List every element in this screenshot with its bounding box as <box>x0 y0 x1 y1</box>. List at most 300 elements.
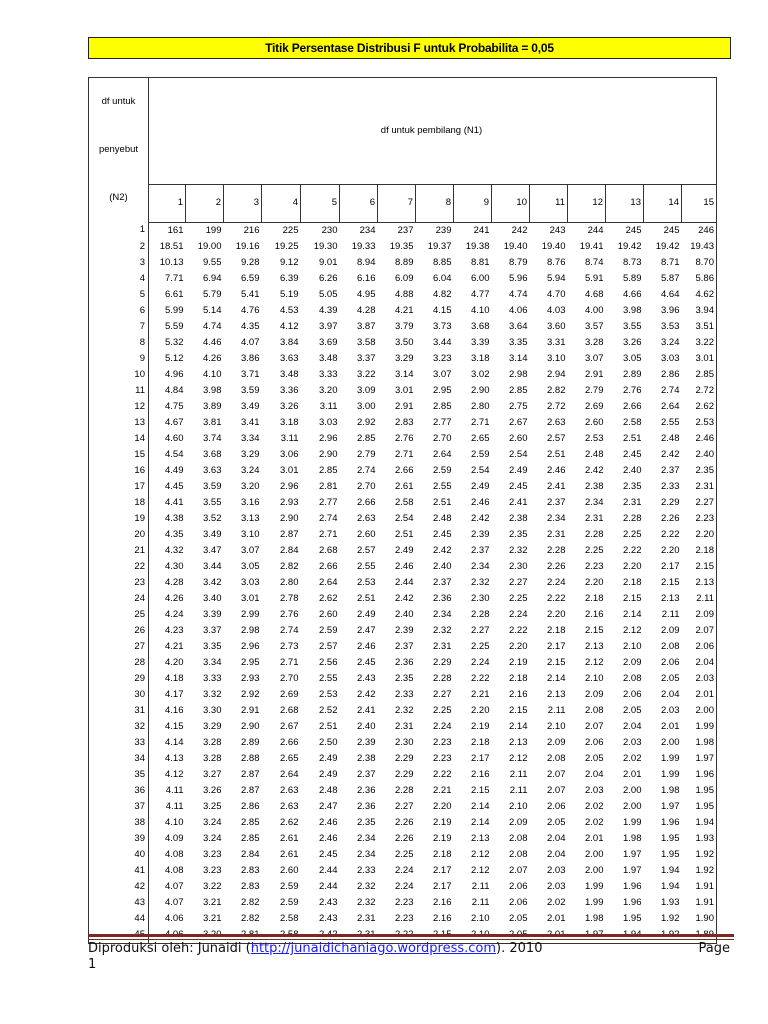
column-header-n1-11: 11 <box>530 185 568 222</box>
table-cell: 2.28 <box>547 544 566 556</box>
row-header-n2: 17 <box>89 479 149 495</box>
table-cell: 2.11 <box>471 880 490 892</box>
table-cell: 2.01 <box>682 687 717 703</box>
table-cell: 2.18 <box>433 848 452 860</box>
table-cell: 1.93 <box>682 831 717 847</box>
table-cell: 2.00 <box>623 800 642 812</box>
table-cell: 2.12 <box>471 848 490 860</box>
table-cell: 2.06 <box>623 688 642 700</box>
table-cell: 2.43 <box>357 672 376 684</box>
table-cell: 3.79 <box>395 320 414 332</box>
table-cell: 1.98 <box>623 832 642 844</box>
table-cell: 1.90 <box>682 911 717 927</box>
table-row <box>89 831 717 847</box>
table-cell: 2.82 <box>241 912 260 924</box>
table-cell: 3.37 <box>357 352 376 364</box>
table-cell: 3.01 <box>682 351 717 367</box>
table-cell: 2.62 <box>319 592 338 604</box>
table-cell: 1.92 <box>661 912 680 924</box>
table-cell: 2.18 <box>623 576 642 588</box>
table-cell: 2.10 <box>471 912 490 924</box>
row-header-n2: 26 <box>89 623 149 639</box>
table-cell: 4.77 <box>471 288 490 300</box>
table-cell: 2.23 <box>395 896 414 908</box>
table-cell: 5.12 <box>165 352 184 364</box>
row-header-n2: 13 <box>89 415 149 431</box>
table-cell: 3.07 <box>585 352 604 364</box>
row-header-n2: 38 <box>89 815 149 831</box>
table-cell: 2.17 <box>433 864 452 876</box>
footer-link[interactable]: http://junaidichaniago.wordpress.com <box>250 941 497 956</box>
table-row <box>89 703 717 719</box>
row-header-n2: 16 <box>89 463 149 479</box>
table-cell: 2.99 <box>241 608 260 620</box>
table-cell: 2.51 <box>433 496 452 508</box>
table-cell: 2.04 <box>661 688 680 700</box>
table-row <box>89 751 717 767</box>
table-cell: 3.36 <box>280 384 299 396</box>
table-cell: 2.22 <box>471 672 490 684</box>
table-cell: 2.76 <box>623 384 642 396</box>
table-cell: 2.45 <box>433 528 452 540</box>
table-cell: 2.43 <box>319 912 338 924</box>
table-cell: 2.40 <box>623 464 642 476</box>
table-cell: 1.93 <box>661 896 680 908</box>
table-cell: 2.03 <box>682 671 717 687</box>
table-cell: 2.37 <box>395 640 414 652</box>
column-header-n1-6: 6 <box>340 185 378 222</box>
table-cell: 3.07 <box>433 368 452 380</box>
table-row <box>89 543 717 559</box>
table-cell: 2.58 <box>280 912 299 924</box>
table-cell: 2.85 <box>357 432 376 444</box>
table-cell: 2.23 <box>433 752 452 764</box>
table-cell: 4.75 <box>165 400 184 412</box>
table-cell: 2.05 <box>509 912 528 924</box>
table-cell: 2.26 <box>661 512 680 524</box>
table-cell: 4.28 <box>165 576 184 588</box>
table-row <box>89 655 717 671</box>
table-cell: 19.25 <box>274 240 299 252</box>
table-cell: 1.98 <box>585 912 604 924</box>
table-cell: 8.74 <box>585 256 604 268</box>
table-cell: 3.98 <box>623 304 642 316</box>
footer-rule <box>88 934 734 937</box>
table-cell: 2.92 <box>357 416 376 428</box>
table-cell: 2.29 <box>433 656 452 668</box>
table-cell: 2.63 <box>280 800 299 812</box>
table-cell: 2.90 <box>241 720 260 732</box>
table-cell: 4.00 <box>585 304 604 316</box>
table-cell: 2.51 <box>319 720 338 732</box>
table-cell: 199 <box>205 224 222 236</box>
table-cell: 2.59 <box>433 464 452 476</box>
table-cell: 2.38 <box>357 752 376 764</box>
table-cell: 2.36 <box>357 784 376 796</box>
table-cell: 2.13 <box>547 688 566 700</box>
table-cell: 2.01 <box>585 832 604 844</box>
table-cell: 3.18 <box>280 416 299 428</box>
table-cell: 1.96 <box>682 767 717 783</box>
table-cell: 4.21 <box>395 304 414 316</box>
table-cell: 2.61 <box>280 832 299 844</box>
row-header-n2: 15 <box>89 447 149 463</box>
table-cell: 4.38 <box>165 512 184 524</box>
row-header-n2: 27 <box>89 639 149 655</box>
table-cell: 241 <box>473 224 490 236</box>
table-cell: 2.39 <box>395 624 414 636</box>
table-cell: 1.95 <box>661 848 680 860</box>
table-cell: 2.06 <box>682 639 717 655</box>
table-cell: 2.66 <box>357 496 376 508</box>
column-header-n1-9: 9 <box>454 185 492 222</box>
table-cell: 2.07 <box>682 623 717 639</box>
table-cell: 8.76 <box>547 256 566 268</box>
table-cell: 4.10 <box>165 816 184 828</box>
table-cell: 242 <box>511 224 528 236</box>
table-row <box>89 415 717 431</box>
table-cell: 2.83 <box>395 416 414 428</box>
table-cell: 2.59 <box>471 448 490 460</box>
n1-header: df untuk pembilang (N1) <box>149 78 717 185</box>
table-cell: 2.73 <box>280 640 299 652</box>
table-cell: 4.53 <box>280 304 299 316</box>
table-cell: 19.37 <box>427 240 452 252</box>
table-cell: 4.74 <box>203 320 222 332</box>
table-cell: 3.49 <box>241 400 260 412</box>
table-cell: 9.28 <box>241 256 260 268</box>
table-cell: 2.00 <box>661 736 680 748</box>
table-cell: 4.64 <box>661 288 680 300</box>
table-row <box>89 591 717 607</box>
table-cell: 2.12 <box>623 624 642 636</box>
table-cell: 2.03 <box>623 736 642 748</box>
table-cell: 2.45 <box>319 848 338 860</box>
table-cell: 2.63 <box>547 416 566 428</box>
table-cell: 2.66 <box>280 736 299 748</box>
table-row <box>89 511 717 527</box>
table-cell: 2.46 <box>395 560 414 572</box>
table-cell: 2.59 <box>280 880 299 892</box>
table-cell: 3.89 <box>203 400 222 412</box>
table-cell: 2.31 <box>395 720 414 732</box>
table-cell: 3.26 <box>203 784 222 796</box>
n2-header-line-3: (N2) <box>109 192 128 203</box>
table-cell: 2.87 <box>241 768 260 780</box>
table-cell: 2.08 <box>509 848 528 860</box>
table-cell: 4.12 <box>280 320 299 332</box>
table-cell: 2.74 <box>661 384 680 396</box>
table-cell: 230 <box>321 224 338 236</box>
table-cell: 2.06 <box>585 736 604 748</box>
table-cell: 2.67 <box>280 720 299 732</box>
table-cell: 2.26 <box>395 816 414 828</box>
table-cell: 2.04 <box>547 848 566 860</box>
table-cell: 243 <box>549 224 566 236</box>
table-cell: 2.48 <box>433 512 452 524</box>
table-cell: 2.49 <box>471 480 490 492</box>
table-cell: 3.71 <box>241 368 260 380</box>
table-cell: 2.10 <box>623 640 642 652</box>
table-cell: 4.49 <box>165 464 184 476</box>
table-cell: 2.26 <box>547 560 566 572</box>
table-row <box>89 463 717 479</box>
table-cell: 3.28 <box>585 336 604 348</box>
table-cell: 3.42 <box>203 576 222 588</box>
table-cell: 19.16 <box>235 240 260 252</box>
table-cell: 2.46 <box>682 431 717 447</box>
table-cell: 4.28 <box>357 304 376 316</box>
table-cell: 2.61 <box>280 848 299 860</box>
table-row <box>89 687 717 703</box>
column-header-n1-3: 3 <box>224 185 262 222</box>
table-cell: 2.40 <box>682 447 717 463</box>
table-cell: 2.90 <box>319 448 338 460</box>
table-cell: 6.00 <box>471 272 490 284</box>
table-cell: 4.18 <box>165 672 184 684</box>
table-cell: 2.09 <box>661 624 680 636</box>
table-cell: 6.61 <box>165 288 184 300</box>
table-cell: 5.96 <box>509 272 528 284</box>
table-cell: 3.58 <box>357 336 376 348</box>
table-cell: 3.41 <box>241 416 260 428</box>
table-cell: 2.70 <box>280 672 299 684</box>
table-cell: 2.08 <box>623 672 642 684</box>
page-footer <box>88 941 734 972</box>
table-cell: 1.97 <box>623 864 642 876</box>
table-cell: 1.92 <box>682 863 717 879</box>
table-cell: 2.05 <box>547 816 566 828</box>
table-cell: 3.44 <box>203 560 222 572</box>
table-cell: 2.34 <box>357 848 376 860</box>
table-cell: 3.50 <box>395 336 414 348</box>
row-header-n2: 36 <box>89 783 149 799</box>
table-cell: 2.24 <box>395 864 414 876</box>
table-cell: 3.68 <box>203 448 222 460</box>
table-cell: 2.22 <box>623 544 642 556</box>
table-cell: 3.96 <box>661 304 680 316</box>
table-cell: 2.22 <box>547 592 566 604</box>
table-row <box>89 719 717 735</box>
table-cell: 2.84 <box>241 848 260 860</box>
footer-credit-prefix: Diproduksi oleh: Junaidi ( <box>88 941 251 956</box>
table-cell: 19.42 <box>617 240 642 252</box>
table-cell: 2.08 <box>585 704 604 716</box>
table-cell: 2.71 <box>280 656 299 668</box>
table-cell: 4.14 <box>165 736 184 748</box>
table-cell: 2.85 <box>241 832 260 844</box>
table-cell: 2.40 <box>395 608 414 620</box>
table-cell: 2.10 <box>585 672 604 684</box>
table-cell: 3.97 <box>319 320 338 332</box>
table-cell: 2.07 <box>585 720 604 732</box>
table-cell: 2.27 <box>433 688 452 700</box>
table-cell: 2.22 <box>433 768 452 780</box>
table-cell: 3.10 <box>547 352 566 364</box>
table-cell: 2.55 <box>661 416 680 428</box>
f-distribution-table <box>88 77 717 944</box>
table-cell: 2.02 <box>623 752 642 764</box>
table-cell: 2.17 <box>471 752 490 764</box>
table-cell: 2.18 <box>547 624 566 636</box>
table-cell: 2.16 <box>433 896 452 908</box>
footer-credit-suffix: ). 2010 <box>496 941 543 956</box>
table-cell: 2.80 <box>471 400 490 412</box>
table-cell: 19.40 <box>541 240 566 252</box>
footer-rule-thin <box>88 939 734 940</box>
table-row <box>89 431 717 447</box>
table-cell: 2.55 <box>357 560 376 572</box>
table-cell: 1.95 <box>623 912 642 924</box>
table-cell: 2.64 <box>280 768 299 780</box>
table-cell: 2.27 <box>471 624 490 636</box>
table-cell: 5.59 <box>165 320 184 332</box>
table-cell: 2.05 <box>661 672 680 684</box>
table-cell: 2.74 <box>357 464 376 476</box>
table-cell: 4.11 <box>165 800 184 812</box>
table-row <box>89 383 717 399</box>
table-cell: 19.33 <box>351 240 376 252</box>
table-cell: 2.27 <box>682 495 717 511</box>
table-cell: 2.53 <box>319 688 338 700</box>
table-cell: 3.86 <box>241 352 260 364</box>
table-cell: 3.28 <box>203 736 222 748</box>
table-cell: 2.93 <box>241 672 260 684</box>
table-cell: 2.04 <box>623 720 642 732</box>
table-cell: 19.42 <box>655 240 680 252</box>
table-cell: 5.99 <box>165 304 184 316</box>
table-cell: 2.25 <box>395 848 414 860</box>
table-title <box>88 37 731 59</box>
table-cell: 3.39 <box>203 608 222 620</box>
table-cell: 3.22 <box>682 335 717 351</box>
table-cell: 2.24 <box>509 608 528 620</box>
column-number-row <box>89 185 717 222</box>
table-cell: 2.83 <box>241 864 260 876</box>
table-cell: 6.94 <box>203 272 222 284</box>
table-cell: 237 <box>397 224 414 236</box>
table-row <box>89 623 717 639</box>
table-cell: 4.67 <box>165 416 184 428</box>
table-cell: 2.34 <box>547 512 566 524</box>
table-cell: 2.15 <box>509 704 528 716</box>
table-cell: 2.96 <box>319 432 338 444</box>
table-cell: 3.69 <box>319 336 338 348</box>
table-cell: 2.15 <box>547 656 566 668</box>
table-cell: 2.09 <box>547 736 566 748</box>
table-cell: 3.23 <box>203 848 222 860</box>
table-cell: 2.77 <box>319 496 338 508</box>
table-cell: 1.99 <box>661 768 680 780</box>
table-cell: 2.30 <box>509 560 528 572</box>
table-cell: 3.20 <box>319 384 338 396</box>
row-header-n2: 9 <box>89 351 149 367</box>
row-header-n2: 3 <box>89 255 149 271</box>
table-cell: 2.77 <box>433 416 452 428</box>
table-cell: 2.18 <box>585 592 604 604</box>
table-cell: 2.32 <box>357 880 376 892</box>
table-cell: 2.78 <box>280 592 299 604</box>
table-cell: 2.60 <box>357 528 376 540</box>
table-cell: 2.91 <box>241 704 260 716</box>
table-cell: 2.85 <box>319 464 338 476</box>
table-cell: 3.01 <box>280 464 299 476</box>
table-cell: 2.49 <box>319 768 338 780</box>
table-cell: 2.06 <box>547 800 566 812</box>
table-cell: 3.73 <box>433 320 452 332</box>
table-cell: 3.81 <box>203 416 222 428</box>
table-cell: 3.37 <box>203 624 222 636</box>
table-cell: 2.19 <box>433 816 452 828</box>
table-row <box>89 639 717 655</box>
table-cell: 2.56 <box>319 656 338 668</box>
table-cell: 2.28 <box>585 528 604 540</box>
table-cell: 2.32 <box>471 576 490 588</box>
table-cell: 2.69 <box>280 688 299 700</box>
table-cell: 3.05 <box>623 352 642 364</box>
table-cell: 2.29 <box>395 768 414 780</box>
table-cell: 2.32 <box>357 896 376 908</box>
row-header-n2: 30 <box>89 687 149 703</box>
table-cell: 2.98 <box>509 368 528 380</box>
table-cell: 3.26 <box>623 336 642 348</box>
table-cell: 3.29 <box>395 352 414 364</box>
row-header-n2: 10 <box>89 367 149 383</box>
row-header-n2: 11 <box>89 383 149 399</box>
table-cell: 1.99 <box>623 816 642 828</box>
table-cell: 2.54 <box>395 512 414 524</box>
table-cell: 2.48 <box>319 784 338 796</box>
table-row <box>89 559 717 575</box>
table-cell: 2.09 <box>682 607 717 623</box>
table-cell: 2.95 <box>433 384 452 396</box>
table-cell: 3.94 <box>682 303 717 319</box>
table-cell: 2.19 <box>509 656 528 668</box>
table-cell: 2.34 <box>357 832 376 844</box>
table-cell: 2.06 <box>509 880 528 892</box>
table-cell: 2.31 <box>682 479 717 495</box>
n2-header-line-2: penyebut <box>98 144 139 155</box>
table-cell: 2.35 <box>623 480 642 492</box>
column-header-n1-12: 12 <box>568 185 606 222</box>
table-cell: 2.76 <box>280 608 299 620</box>
table-cell: 2.51 <box>357 592 376 604</box>
table-cell: 2.47 <box>357 624 376 636</box>
table-cell: 2.21 <box>433 784 452 796</box>
table-row <box>89 399 717 415</box>
table-cell: 4.62 <box>682 287 717 303</box>
table-row <box>89 495 717 511</box>
table-cell: 3.11 <box>280 432 299 444</box>
table-cell: 2.31 <box>357 912 376 924</box>
table-cell: 2.25 <box>509 592 528 604</box>
page-number: 1 <box>88 957 97 972</box>
table-cell: 4.24 <box>165 608 184 620</box>
table-cell: 3.24 <box>661 336 680 348</box>
table-cell: 2.41 <box>547 480 566 492</box>
table-cell: 4.46 <box>203 336 222 348</box>
table-cell: 2.42 <box>357 688 376 700</box>
table-cell: 2.60 <box>319 608 338 620</box>
column-header-n1-8: 8 <box>416 185 454 222</box>
table-cell: 2.02 <box>585 816 604 828</box>
table-cell: 2.42 <box>433 544 452 556</box>
table-cell: 2.31 <box>585 512 604 524</box>
table-row <box>89 863 717 879</box>
table-cell: 3.33 <box>319 368 338 380</box>
table-cell: 4.32 <box>165 544 184 556</box>
table-cell: 2.23 <box>682 511 717 527</box>
